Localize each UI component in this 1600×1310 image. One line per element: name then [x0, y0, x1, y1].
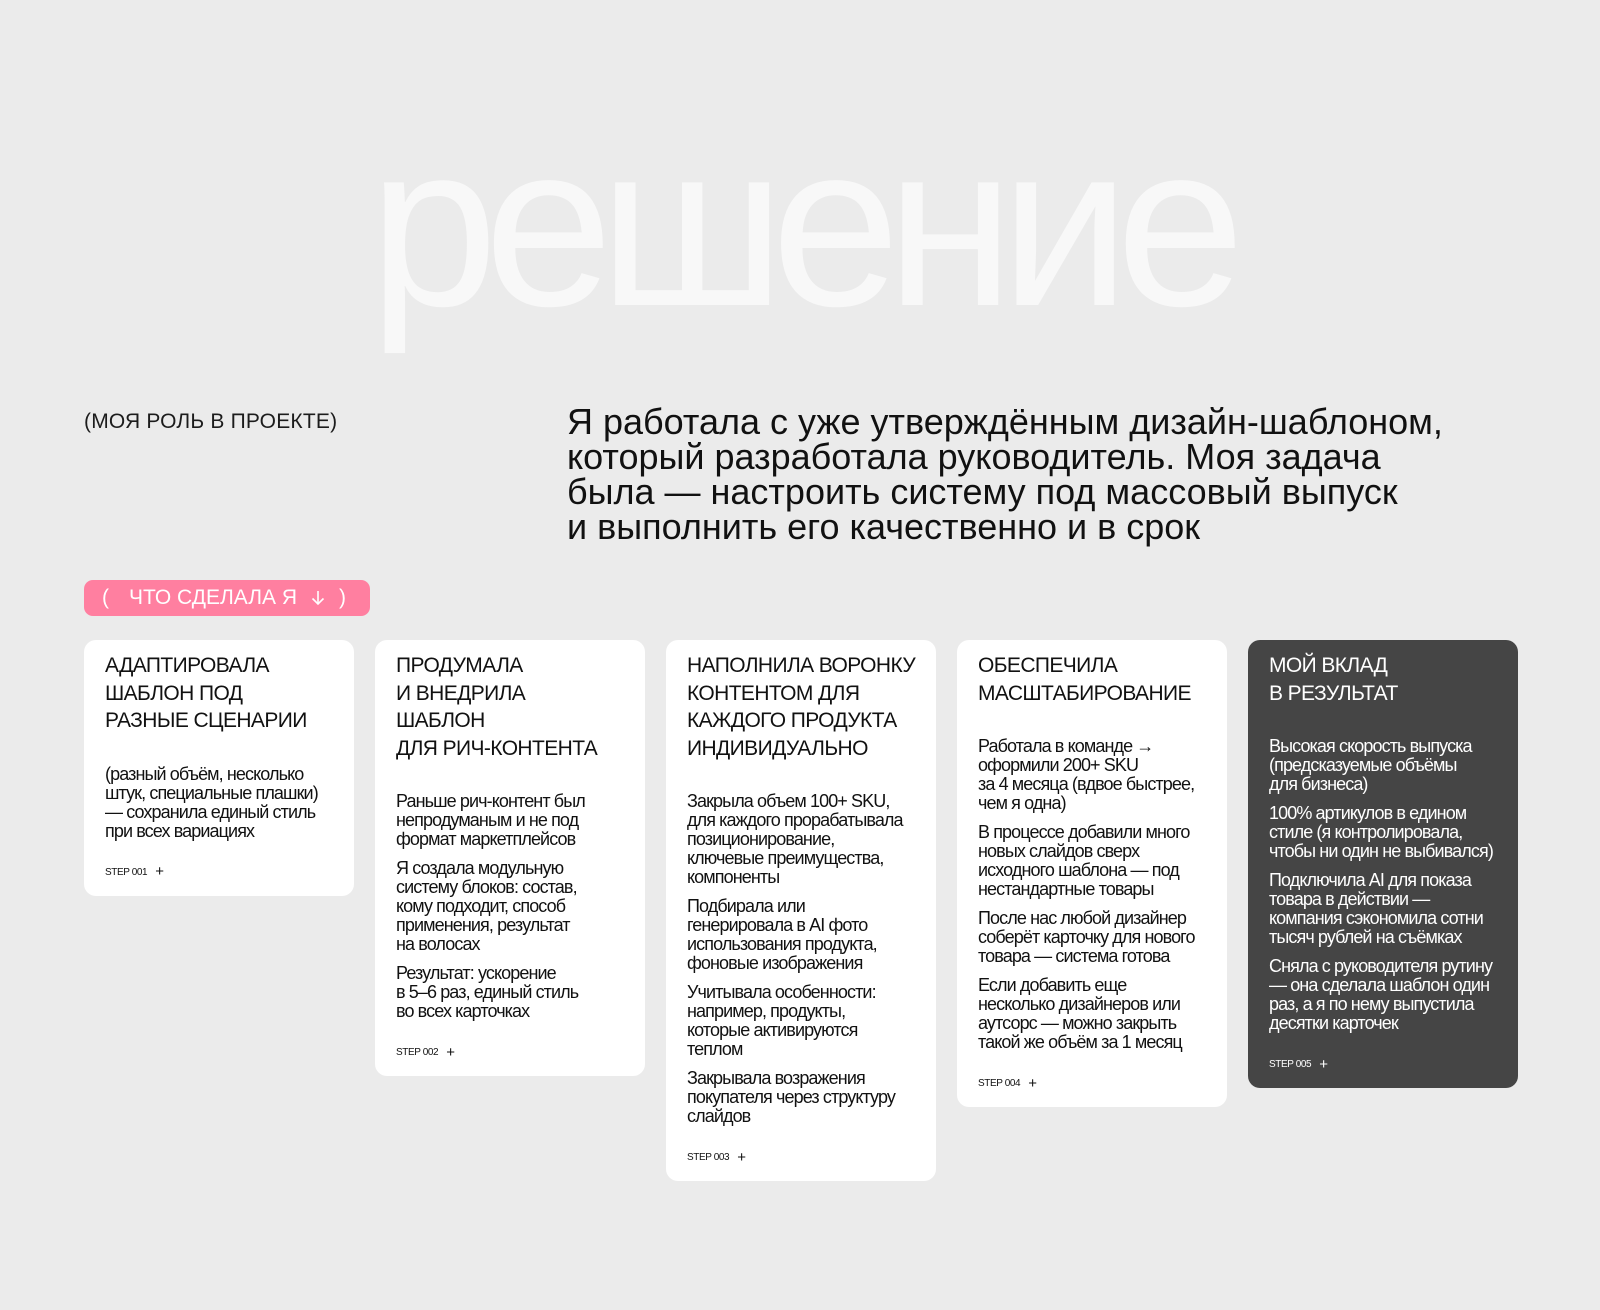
card-body — [396, 792, 631, 1021]
card-text-line: для бизнеса) — [1269, 774, 1368, 794]
role-line: была — настроить систему под массовый выпуск — [567, 471, 1398, 512]
role-line: который разработала руководитель. Моя задача — [567, 436, 1381, 477]
card-paragraph — [396, 859, 631, 954]
card-title-line: ШАБЛОН — [396, 709, 485, 732]
card-text-line: которые активируются — [687, 1020, 858, 1040]
hero-title: решение — [369, 96, 1231, 355]
card-paragraph — [687, 897, 922, 973]
card-text-line: десятки карточек — [1269, 1013, 1398, 1033]
card-title-line: ОБЕСПЕЧИЛА — [978, 654, 1118, 677]
card-title-line: ДЛЯ РИЧ-КОНТЕНТА — [396, 736, 598, 760]
card-paragraph — [978, 737, 1213, 813]
step-card-003 — [666, 640, 936, 1181]
card-title-line: МАСШТАБИРОВАНИЕ — [978, 681, 1191, 705]
card-text-line: В процессе добавили много — [978, 822, 1190, 842]
card-text-line: стиле (я контролировала, — [1269, 822, 1463, 842]
card-title-line: КАЖДОГО ПРОДУКТА — [687, 709, 897, 732]
card-text-line: для каждого прорабатывала — [687, 810, 903, 830]
card-text-line: формат маркетплейсов — [396, 829, 576, 849]
card-paragraph — [1269, 871, 1504, 947]
card-text-line: соберёт карточку для нового — [978, 927, 1195, 947]
step-number: STEP 004 — [978, 1078, 1021, 1089]
card-body — [1269, 737, 1504, 1033]
card-text-line: теплом — [687, 1039, 743, 1059]
card-text-line: генерировала в AI фото — [687, 915, 868, 935]
card-text-line: несколько дизайнеров или — [978, 994, 1181, 1014]
step-label[interactable] — [396, 1043, 631, 1076]
plus-icon[interactable]: + — [446, 1043, 455, 1061]
card-text-line: Если добавить еще — [978, 975, 1127, 995]
step-label[interactable] — [1269, 1055, 1504, 1088]
card-paragraph — [687, 983, 922, 1059]
step-label[interactable] — [978, 1074, 1213, 1107]
card-paragraph — [1269, 737, 1504, 794]
card-text-line: — сохранила единый стиль — [105, 801, 316, 822]
step-card-001 — [84, 640, 354, 896]
card-text-line: Закрыла объем 100+ SKU, — [687, 791, 890, 811]
plus-icon[interactable]: + — [1028, 1074, 1037, 1092]
card-text-line: (разный объём, несколько — [105, 763, 304, 784]
card-text-line: Учитывала особенности: — [687, 982, 876, 1002]
card-text-line: систему блоков: состав, — [396, 877, 577, 897]
card-text-line: применения, результат — [396, 915, 570, 935]
card-text-line: 100% артикулов в едином — [1269, 803, 1467, 823]
card-title-line: АДАПТИРОВАЛА — [105, 654, 269, 677]
card-title-line: И ВНЕДРИЛА — [396, 681, 526, 705]
card-text-line: ключевые преимущества, — [687, 848, 884, 868]
card-text-line: Закрывала возражения — [687, 1068, 865, 1088]
step-card-004 — [957, 640, 1227, 1107]
pill-label: ЧТО СДЕЛАЛА Я — [129, 586, 298, 609]
arrow-down-icon — [311, 590, 325, 606]
card-paragraph — [978, 976, 1213, 1052]
plus-icon[interactable]: + — [155, 863, 164, 880]
card-text-line: на волосах — [396, 934, 480, 954]
card-text-line: покупателя через структуру — [687, 1087, 895, 1107]
card-text-line: во всех карточках — [396, 1001, 530, 1021]
card-text-line: чтобы ни один не выбивался) — [1269, 841, 1493, 861]
card-text-line: товара — система готова — [978, 946, 1170, 966]
card-paragraph — [105, 765, 340, 841]
card-text-line: компоненты — [687, 867, 780, 887]
card-title-line: ИНДИВИДУАЛЬНО — [687, 736, 868, 760]
card-text-line: такой же объём за 1 месяц — [978, 1032, 1182, 1052]
card-text-line: Подключила AI для показа — [1269, 870, 1471, 890]
card-title-line: В РЕЗУЛЬТАТ — [1269, 681, 1398, 705]
card-paragraph — [978, 909, 1213, 966]
card-text-line: новых слайдов сверх — [978, 841, 1140, 861]
plus-icon[interactable]: + — [1319, 1055, 1328, 1073]
card-title-line: ШАБЛОН ПОД — [105, 681, 243, 705]
card-text-line: Результат: ускорение — [396, 963, 556, 983]
card-text-line: раз, а я по нему выпустила — [1269, 994, 1474, 1014]
step-card-005 — [1248, 640, 1518, 1088]
card-title-line: РАЗНЫЕ СЦЕНАРИИ — [105, 709, 307, 732]
card-text-line: чем я одна) — [978, 793, 1066, 813]
plus-icon[interactable]: + — [737, 1148, 746, 1166]
card-text-line: в 5–6 раз, единый стиль — [396, 982, 579, 1002]
step-label[interactable] — [105, 863, 340, 896]
card-paragraph — [396, 792, 631, 849]
card-paragraph — [687, 1069, 922, 1126]
card-text-line: Высокая скорость выпуска — [1269, 736, 1472, 756]
card-title — [396, 652, 631, 762]
what-i-did-pill[interactable] — [84, 580, 370, 616]
card-title — [687, 652, 922, 762]
card-text-line: исходного шаблона — под — [978, 860, 1179, 880]
card-text-line: компания сэкономила сотни — [1269, 908, 1483, 928]
card-title-line: КОНТЕНТОМ ДЛЯ — [687, 681, 860, 705]
card-title-line: МОЙ ВКЛАД — [1269, 654, 1388, 677]
card-text-line: кому подходит, способ — [396, 896, 566, 916]
role-line: Я работала с уже утверждённым дизайн-шаблоном, — [567, 401, 1443, 442]
card-text-line: После нас любой дизайнер — [978, 908, 1187, 928]
card-title — [105, 652, 340, 735]
card-text-line: (предсказуемые объёмы — [1269, 755, 1457, 775]
pill-close-paren: ) — [339, 586, 347, 609]
card-text-line: использования продукта, — [687, 934, 877, 954]
card-text-line: Я создала модульную — [396, 858, 564, 878]
card-title — [978, 652, 1213, 707]
card-text-line: тысяч рублей на съёмках — [1269, 927, 1462, 947]
card-text-line: непродуманым и не под — [396, 810, 579, 830]
pill-open-paren: ( — [102, 586, 109, 609]
step-number: STEP 003 — [687, 1152, 730, 1163]
card-text-line: Сняла с руководителя рутину — [1269, 956, 1493, 976]
card-body — [687, 792, 922, 1126]
step-number: STEP 002 — [396, 1047, 439, 1058]
role-description — [567, 401, 1527, 547]
card-text-line: позиционирование, — [687, 829, 835, 849]
card-text-line: за 4 месяца (вдвое быстрее, — [978, 774, 1195, 794]
card-paragraph — [687, 792, 922, 887]
card-text-line: товара в действии — — [1269, 889, 1430, 909]
card-text-line: — она сделала шаблон один — [1269, 975, 1490, 995]
step-number: STEP 001 — [105, 866, 148, 878]
card-text-line: аутсорс — можно закрыть — [978, 1013, 1177, 1033]
card-text-line: нестандартные товары — [978, 879, 1154, 899]
card-text-line: оформили 200+ SKU — [978, 755, 1139, 775]
card-text-line: Подбирала или — [687, 896, 805, 916]
card-text-line: Раньше рич-контент был — [396, 791, 585, 811]
card-text-line: штук, специальные плашки) — [105, 782, 318, 803]
card-text-line: Работала в команде → — [978, 736, 1154, 756]
card-paragraph — [1269, 957, 1504, 1033]
step-card-002 — [375, 640, 645, 1076]
card-text-line: при всех вариациях — [105, 820, 255, 841]
role-line: и выполнить его качественно и в срок — [567, 506, 1201, 547]
step-label[interactable] — [687, 1148, 922, 1181]
step-number: STEP 005 — [1269, 1059, 1312, 1070]
role-label: (МОЯ РОЛЬ В ПРОЕКТЕ) — [84, 410, 338, 433]
card-text-line: слайдов — [687, 1106, 751, 1126]
card-text-line: например, продукты, — [687, 1001, 846, 1021]
card-paragraph — [1269, 804, 1504, 861]
card-title-line: НАПОЛНИЛА ВОРОНКУ — [687, 654, 916, 677]
card-body — [978, 737, 1213, 1052]
card-paragraph — [978, 823, 1213, 899]
card-text-line: фоновые изображения — [687, 953, 863, 973]
card-body — [105, 765, 340, 841]
card-title-line: ПРОДУМАЛА — [396, 654, 523, 677]
card-paragraph — [396, 964, 631, 1021]
card-title — [1269, 652, 1504, 707]
